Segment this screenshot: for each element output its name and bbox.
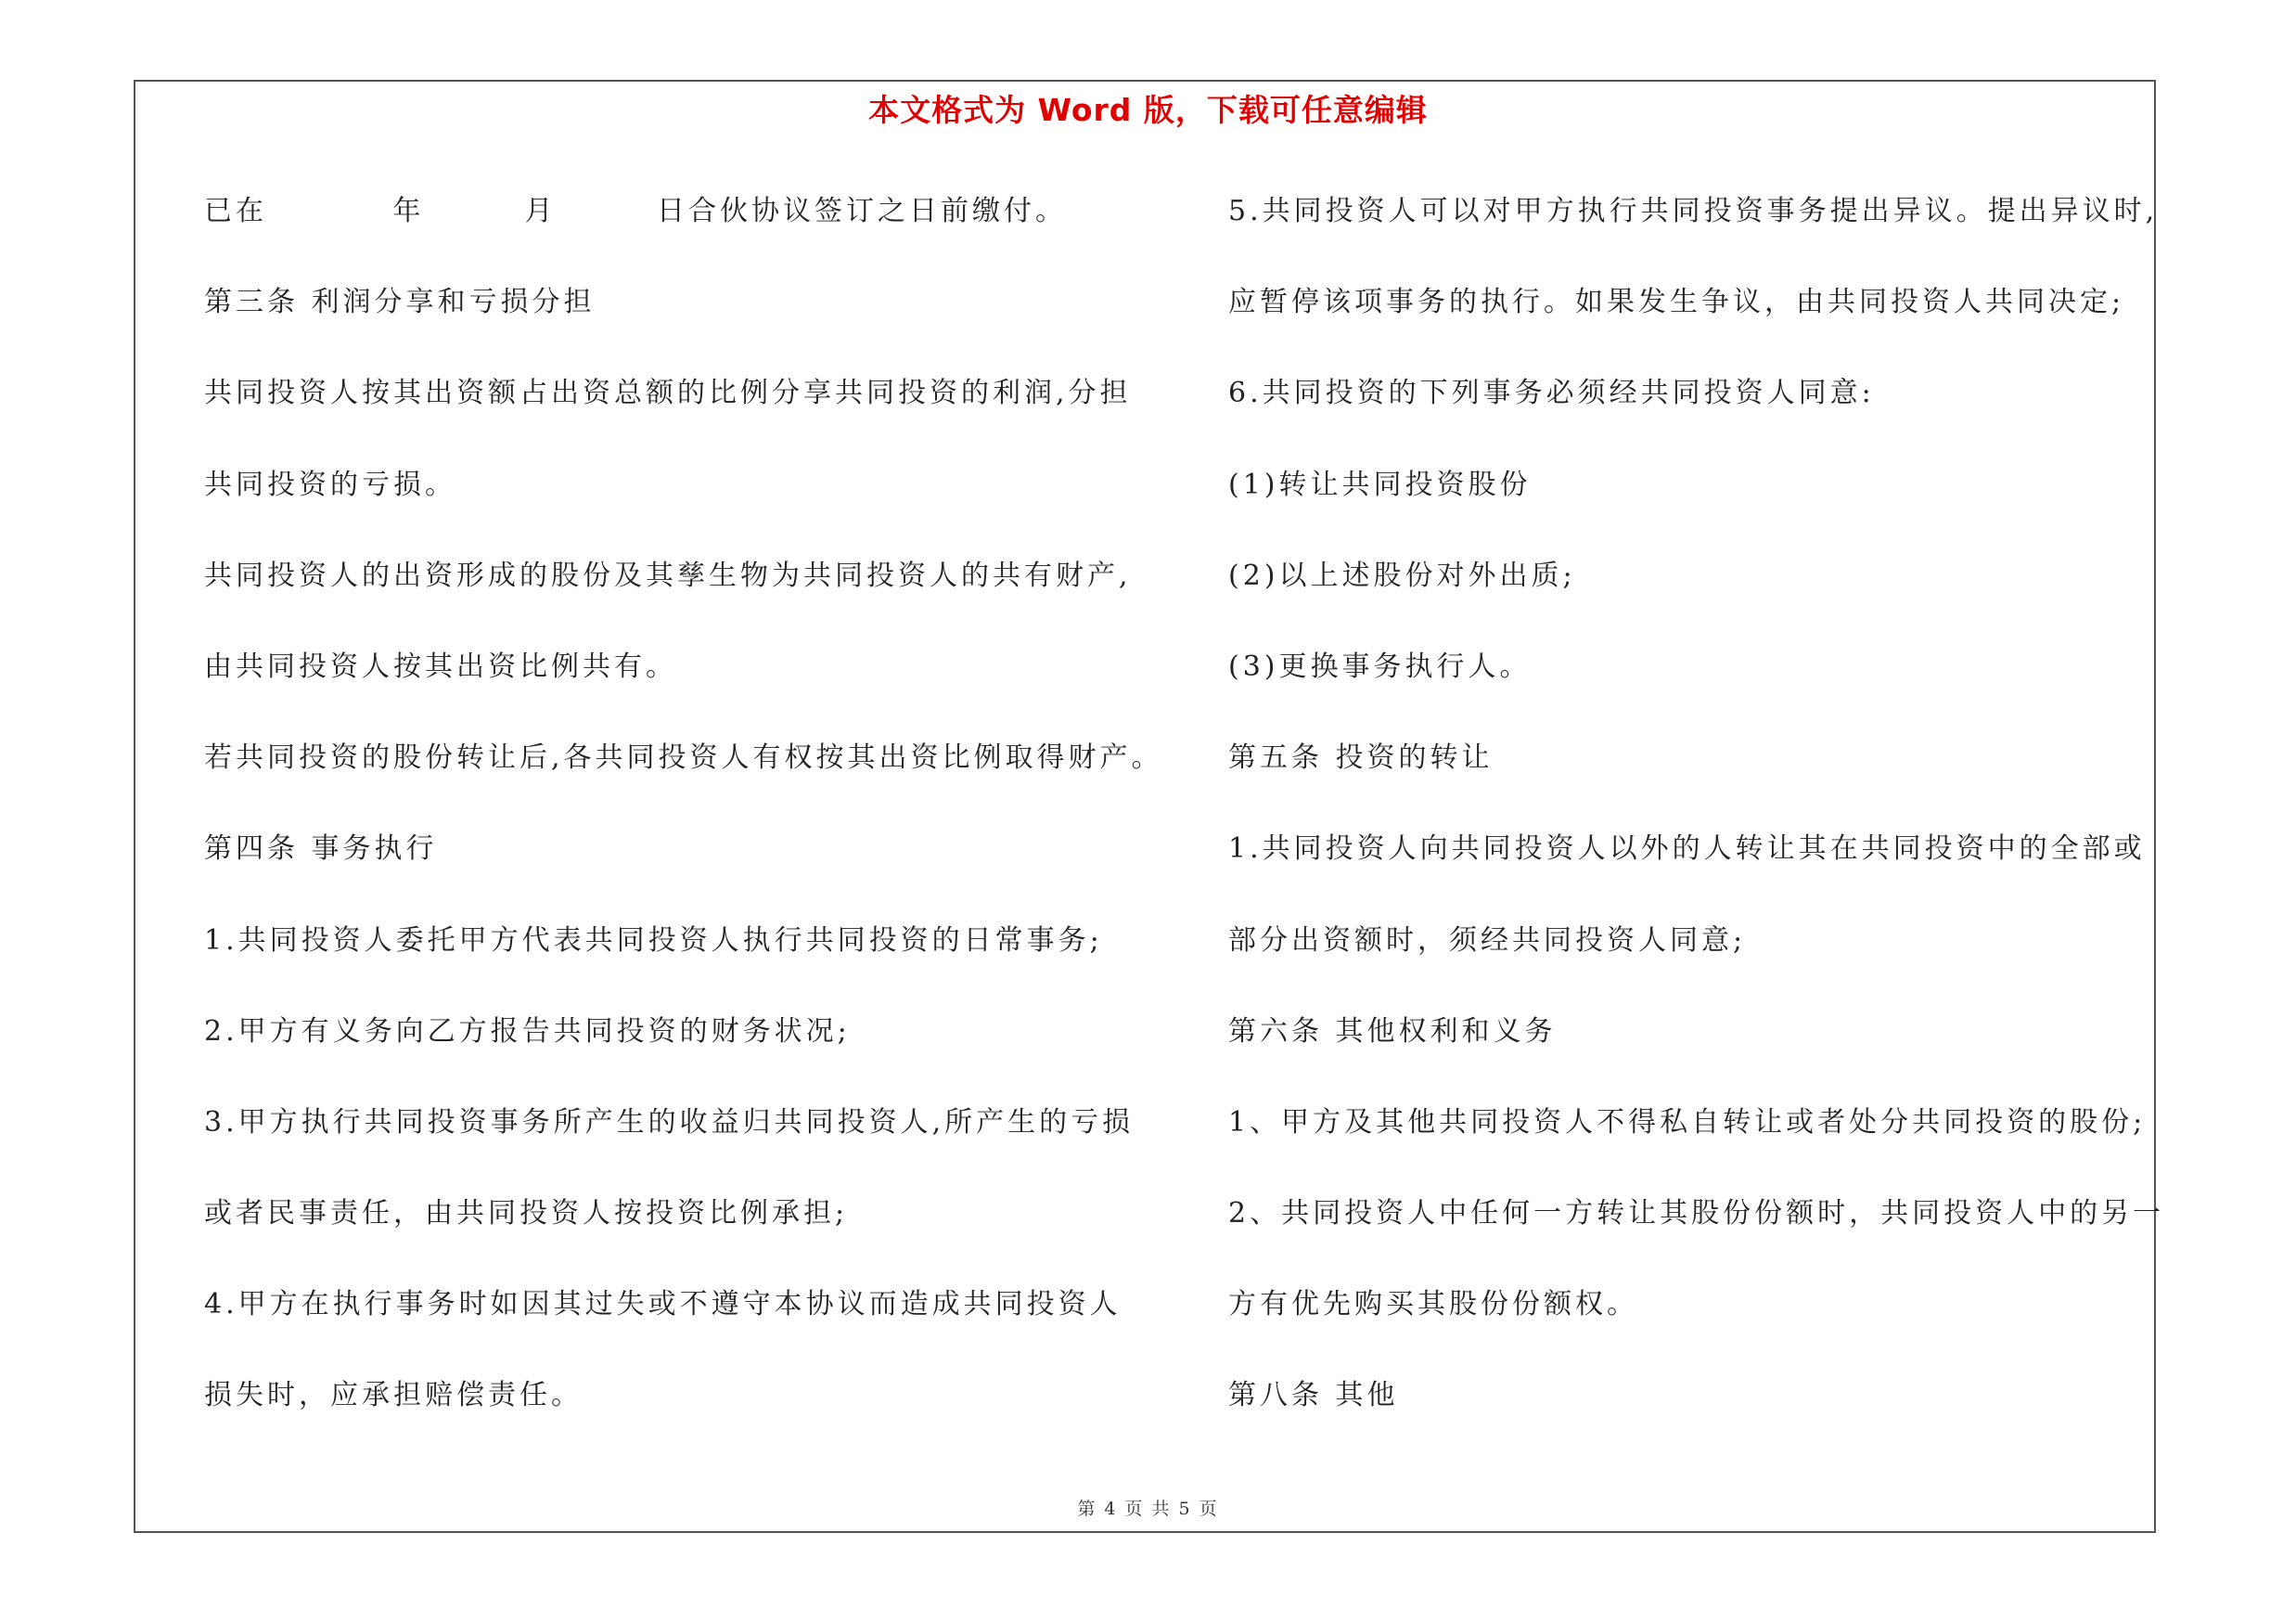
text-line: 应暂停该项事务的执行。如果发生争议，由共同投资人共同决定; [1228, 286, 2125, 319]
text-line: 1.共同投资人向共同投资人以外的人转让其在共同投资中的全部或 [1228, 832, 2146, 866]
text-line: 1.共同投资人委托甲方代表共同投资人执行共同投资的日常事务; [204, 923, 1103, 957]
format-notice-banner: 本文格式为 Word 版，下载可任意编辑 [868, 92, 1428, 128]
article-heading: 第八条 其他 [1228, 1379, 1399, 1412]
text-line: 由共同投资人按其出资比例共有。 [204, 650, 677, 683]
text-line: 2、共同投资人中任何一方转让其股份份额时，共同投资人中的另一 [1228, 1197, 2165, 1230]
text-line: 2.甲方有义务向乙方报告共同投资的财务状况; [204, 1014, 851, 1048]
page-number-footer: 第 4 页 共 5 页 [1077, 1499, 1219, 1519]
left-column [204, 189, 1206, 1465]
text-line: 共同投资人的出资形成的股份及其孳生物为共同投资人的共有财产, [204, 559, 1132, 592]
article-heading: 第四条 事务执行 [204, 832, 438, 866]
text-line: 3.甲方执行共同投资事务所产生的收益归共同投资人,所产生的亏损 [204, 1105, 1135, 1139]
text-line: 5.共同投资人可以对甲方执行共同投资事务提出异议。提出异议时, [1228, 195, 2159, 227]
text-line: (3)更换事务执行人。 [1228, 650, 1532, 683]
text-line: (1)转让共同投资股份 [1228, 468, 1532, 501]
text-line: 共同投资人按其出资额占出资总额的比例分享共同投资的利润,分担 [204, 377, 1132, 410]
text-line: 共同投资的亏损。 [204, 468, 456, 501]
text-line: 已在 年 月 日合伙协议签订之日前缴付。 [204, 195, 1067, 227]
text-line: 方有优先购买其股份份额权。 [1228, 1288, 1638, 1321]
text-line: 部分出资额时，须经共同投资人同意; [1228, 923, 1747, 957]
article-heading: 第五条 投资的转让 [1228, 741, 1494, 775]
text-line: 若共同投资的股份转让后,各共同投资人有权按其出资比例取得财产。 [204, 741, 1163, 775]
text-line: 1、甲方及其他共同投资人不得私自转让或者处分共同投资的股份; [1228, 1105, 2147, 1139]
right-column [1228, 189, 2165, 1465]
text-line: 4.甲方在执行事务时如因其过失或不遵守本协议而造成共同投资人 [204, 1288, 1122, 1321]
article-heading: 第六条 其他权利和义务 [1228, 1014, 1557, 1048]
text-line: 损失时，应承担赔偿责任。 [204, 1379, 583, 1412]
article-heading: 第三条 利润分享和亏损分担 [204, 286, 596, 319]
text-line: (2)以上述股份对外出质; [1228, 559, 1576, 592]
text-line: 或者民事责任，由共同投资人按投资比例承担; [204, 1197, 849, 1230]
text-line: 6.共同投资的下列事务必须经共同投资人同意: [1228, 377, 1875, 410]
